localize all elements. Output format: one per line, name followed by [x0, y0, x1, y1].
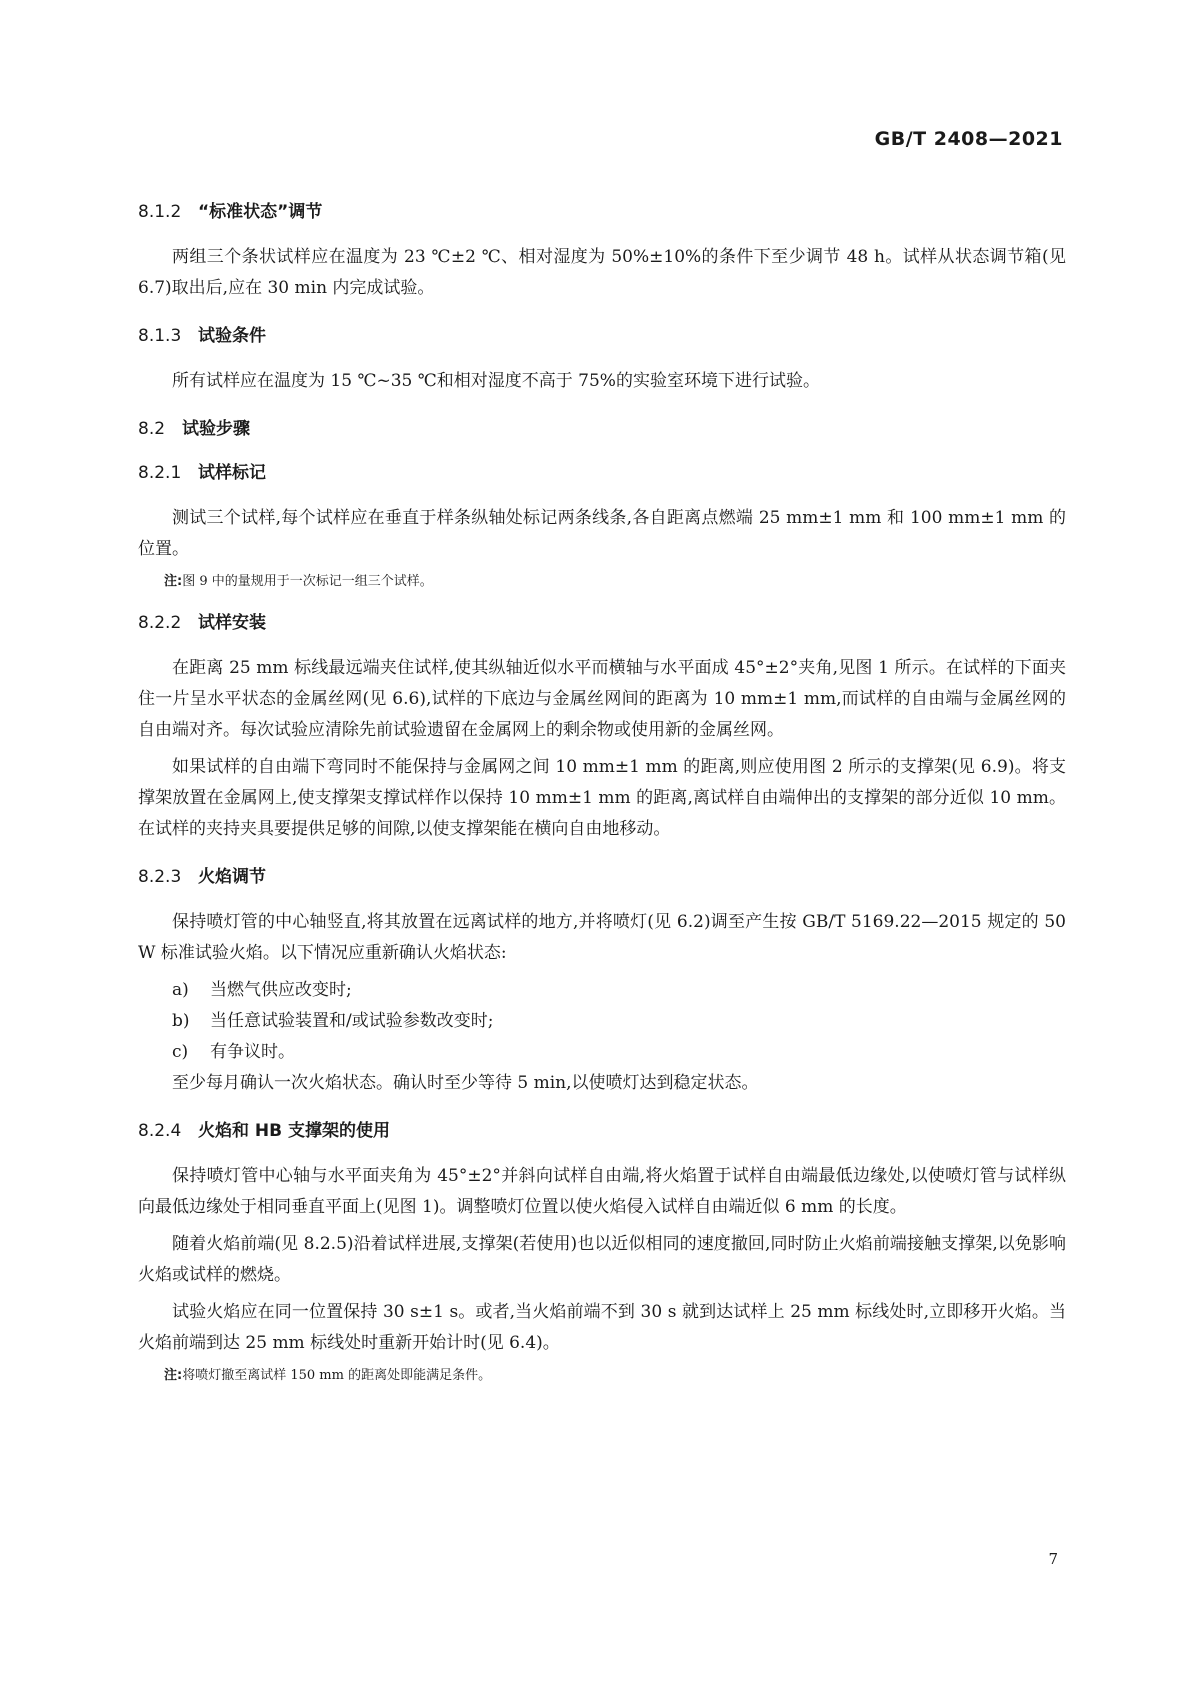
heading-8-1-3 [138, 324, 1066, 348]
list-item [138, 1037, 1066, 1068]
paragraph: 在距离 25 mm 标线最远端夹住试样,使其纵轴近似水平而横轴与水平面成 45°±2°夹角,见图 1 所示。在试样的下面夹住一片呈水平状态的金属丝网(见 6.6),试样的下底边与金属丝网间的距离为 10 mm±1 mm,而试样的自由端与金属丝网的自由端对齐。每次试验应清除先前试验遗留在金属网上的剩余物或使用新的金属丝网。 [138, 658, 1066, 740]
page-number: 7 [1048, 1550, 1058, 1568]
paragraph: 随着火焰前端(见 8.2.5)沿着试样进展,支撑架(若使用)也以近似相同的速度撤回,同时防止火焰前端接触支撑架,以免影响火焰或试样的燃烧。 [138, 1234, 1066, 1285]
heading-title: 试验步骤 [182, 419, 250, 439]
paragraph: 至少每月确认一次火焰状态。确认时至少等待 5 min,以使喷灯达到稳定状态。 [172, 1073, 759, 1093]
list-marker: b) [172, 1011, 190, 1031]
standard-code: GB/T 2408—2021 [874, 128, 1063, 150]
paragraph: 试验火焰应在同一位置保持 30 s±1 s。或者,当火焰前端不到 30 s 就到达试样上 25 mm 标线处时,立即移开火焰。当火焰前端到达 25 mm 标线处时重新开始计时(见 6.4)。 [138, 1302, 1066, 1353]
heading-number: 8.1.2 [138, 202, 182, 222]
paragraph: 两组三个条状试样应在温度为 23 ℃±2 ℃、相对湿度为 50%±10%的条件下至少调节 48 h。试样从状态调节箱(见 6.7)取出后,应在 30 min 内完成试验。 [138, 247, 1066, 298]
paragraph: 如果试样的自由端下弯同时不能保持与金属网之间 10 mm±1 mm 的距离,则应使用图 2 所示的支撑架(见 6.9)。将支撑架放置在金属网上,使支撑架支撑试样作以保持 10 mm±1 mm 的距离,离试样自由端伸出的支撑架的部分近似 10 mm。在试样的夹持夹具要提供足够的间隙,以使支撑架能在横向自由地移动。 [138, 757, 1066, 839]
heading-title: 试样安装 [198, 613, 266, 633]
heading-8-1-2 [138, 200, 1066, 224]
heading-8-2-2 [138, 611, 1066, 635]
note-text: 将喷灯撤至离试样 150 mm 的距离处即能满足条件。 [182, 1368, 492, 1383]
heading-title: 火焰调节 [198, 867, 266, 887]
list-text: 有争议时。 [210, 1042, 295, 1062]
paragraph: 保持喷灯管的中心轴竖直,将其放置在远离试样的地方,并将喷灯(见 6.2)调至产生按 GB/T 5169.22—2015 规定的 50 W 标准试验火焰。以下情况应重新确认火焰状态: [138, 912, 1066, 963]
heading-title: “标准状态”调节 [198, 202, 323, 222]
list-item [138, 975, 1066, 1006]
list-item [138, 1006, 1066, 1037]
note [138, 571, 1066, 593]
heading-number: 8.2 [138, 419, 166, 439]
heading-title: 试验条件 [198, 326, 266, 346]
heading-number: 8.2.1 [138, 463, 182, 483]
heading-title: 试样标记 [198, 463, 266, 483]
paragraph: 测试三个试样,每个试样应在垂直于样条纵轴处标记两条线条,各自距离点燃端 25 mm±1 mm 和 100 mm±1 mm 的位置。 [138, 508, 1066, 559]
note-label: 注: [164, 574, 183, 589]
paragraph: 所有试样应在温度为 15 ℃~35 ℃和相对湿度不高于 75%的实验室环境下进行试验。 [172, 371, 820, 391]
heading-8-2 [138, 417, 1066, 441]
list-text: 当燃气供应改变时; [210, 980, 352, 1000]
heading-8-2-4 [138, 1119, 1066, 1143]
list-text: 当任意试验装置和/或试验参数改变时; [210, 1011, 494, 1031]
note-label: 注: [164, 1368, 183, 1383]
heading-number: 8.2.3 [138, 867, 182, 887]
heading-number: 8.1.3 [138, 326, 182, 346]
note [138, 1365, 1066, 1387]
heading-8-2-3 [138, 865, 1066, 889]
list-marker: a) [172, 980, 189, 1000]
heading-number: 8.2.2 [138, 613, 182, 633]
heading-8-2-1 [138, 461, 1066, 485]
page-content [138, 200, 1066, 1405]
paragraph: 保持喷灯管中心轴与水平面夹角为 45°±2°并斜向试样自由端,将火焰置于试样自由端最低边缘处,以使喷灯管与试样纵向最低边缘处于相同垂直平面上(见图 1)。调整喷灯位置以使火焰侵入试样自由端近似 6 mm 的长度。 [138, 1166, 1066, 1217]
note-text: 图 9 中的量规用于一次标记一组三个试样。 [182, 574, 433, 589]
list-marker: c) [172, 1042, 189, 1062]
heading-title: 火焰和 HB 支撑架的使用 [198, 1121, 391, 1141]
heading-number: 8.2.4 [138, 1121, 182, 1141]
